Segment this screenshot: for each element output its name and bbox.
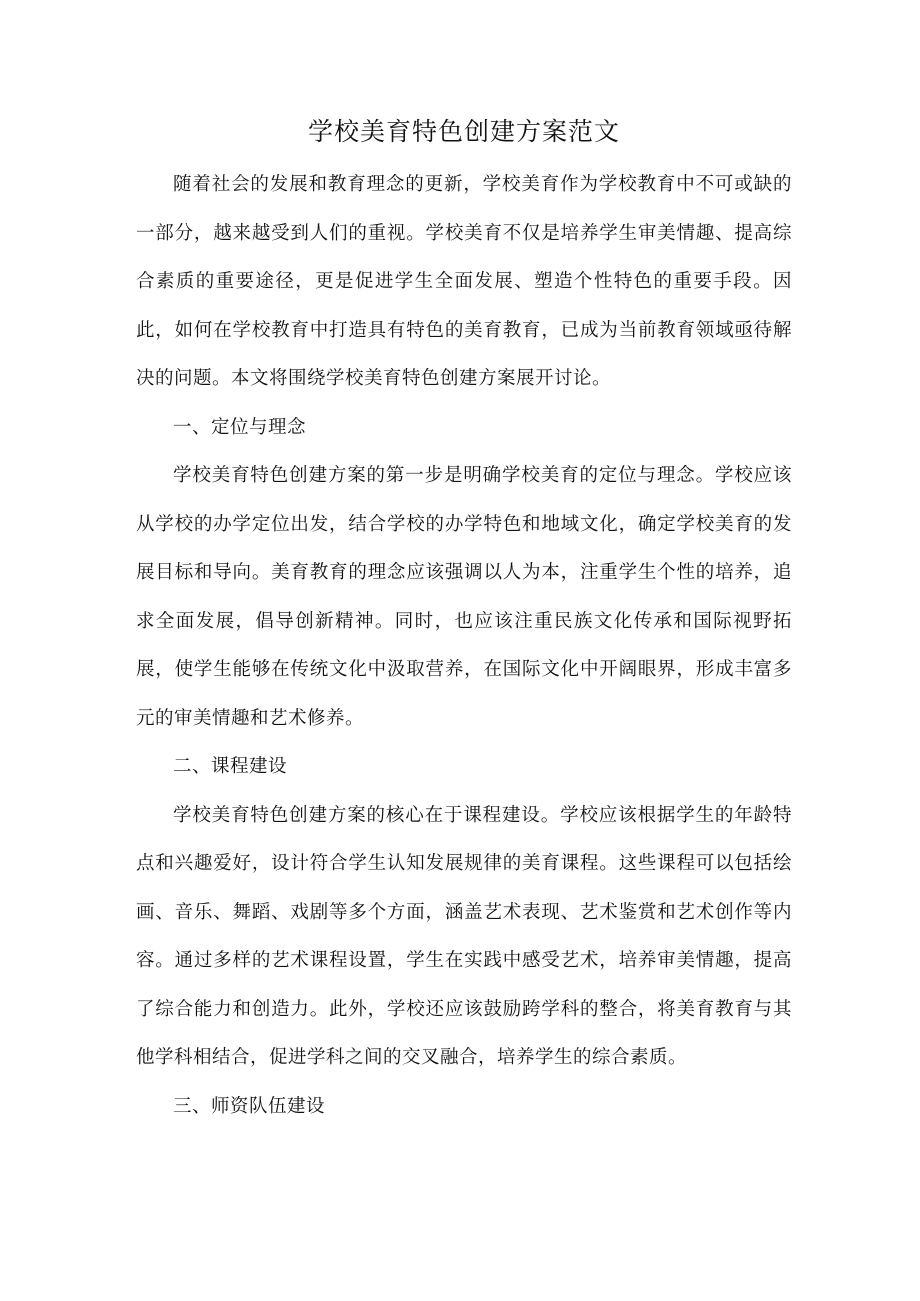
section-heading-curriculum: 二、课程建设: [173, 756, 288, 777]
section-heading-faculty: 三、师资队伍建设: [173, 1095, 326, 1117]
section-body-curriculum: 学校美育特色创建方案的核心在于课程建设。学校应该根据学生的年龄特点和兴趣爱好，设计符合学生认知发展规律的美育课程。这些课程可以包括绘画、音乐、舞蹈、戏剧等多个方面，涵盖艺术表现、艺术鉴赏和艺术创作等内容。通过多样的艺术课程设置，学生在实践中感受艺术，培养审美情趣，提高了综合能力和创造力。此外，学校还应该鼓励跨学科的整合，将美育教育与其他学科相结合，促进学科之间的交叉融合，培养学生的综合素质。: [136, 804, 792, 1068]
section-heading-positioning: 一、定位与理念: [173, 416, 307, 438]
section-body-positioning: 学校美育特色创建方案的第一步是明确学校美育的定位与理念。学校应该从学校的办学定位出发，结合学校的办学特色和地域文化，确定学校美育的发展目标和导向。美育教育的理念应该强调以人为本，注重学生个性的培养，追求全面发展，倡导创新精神。同时，也应该注重民族文化传承和国际视野拓展，使学生能够在传统文化中汲取营养，在国际文化中开阔眼界，形成丰富多元的审美情趣和艺术修养。: [136, 465, 792, 729]
intro-paragraph: 随着社会的发展和教育理念的更新，学校美育作为学校教育中不可或缺的一部分，越来越受到人们的重视。学校美育不仅是培养学生审美情趣、提高综合素质的重要途径，更是促进学生全面发展、塑造个性特色的重要手段。因此，如何在学校教育中打造具有特色的美育教育，已成为当前教育领域亟待解决的问题。本文将围绕学校美育特色创建方案展开讨论。: [136, 174, 792, 389]
document-title: 学校美育特色创建方案范文: [307, 117, 620, 146]
document-page: [136, 110, 792, 1131]
